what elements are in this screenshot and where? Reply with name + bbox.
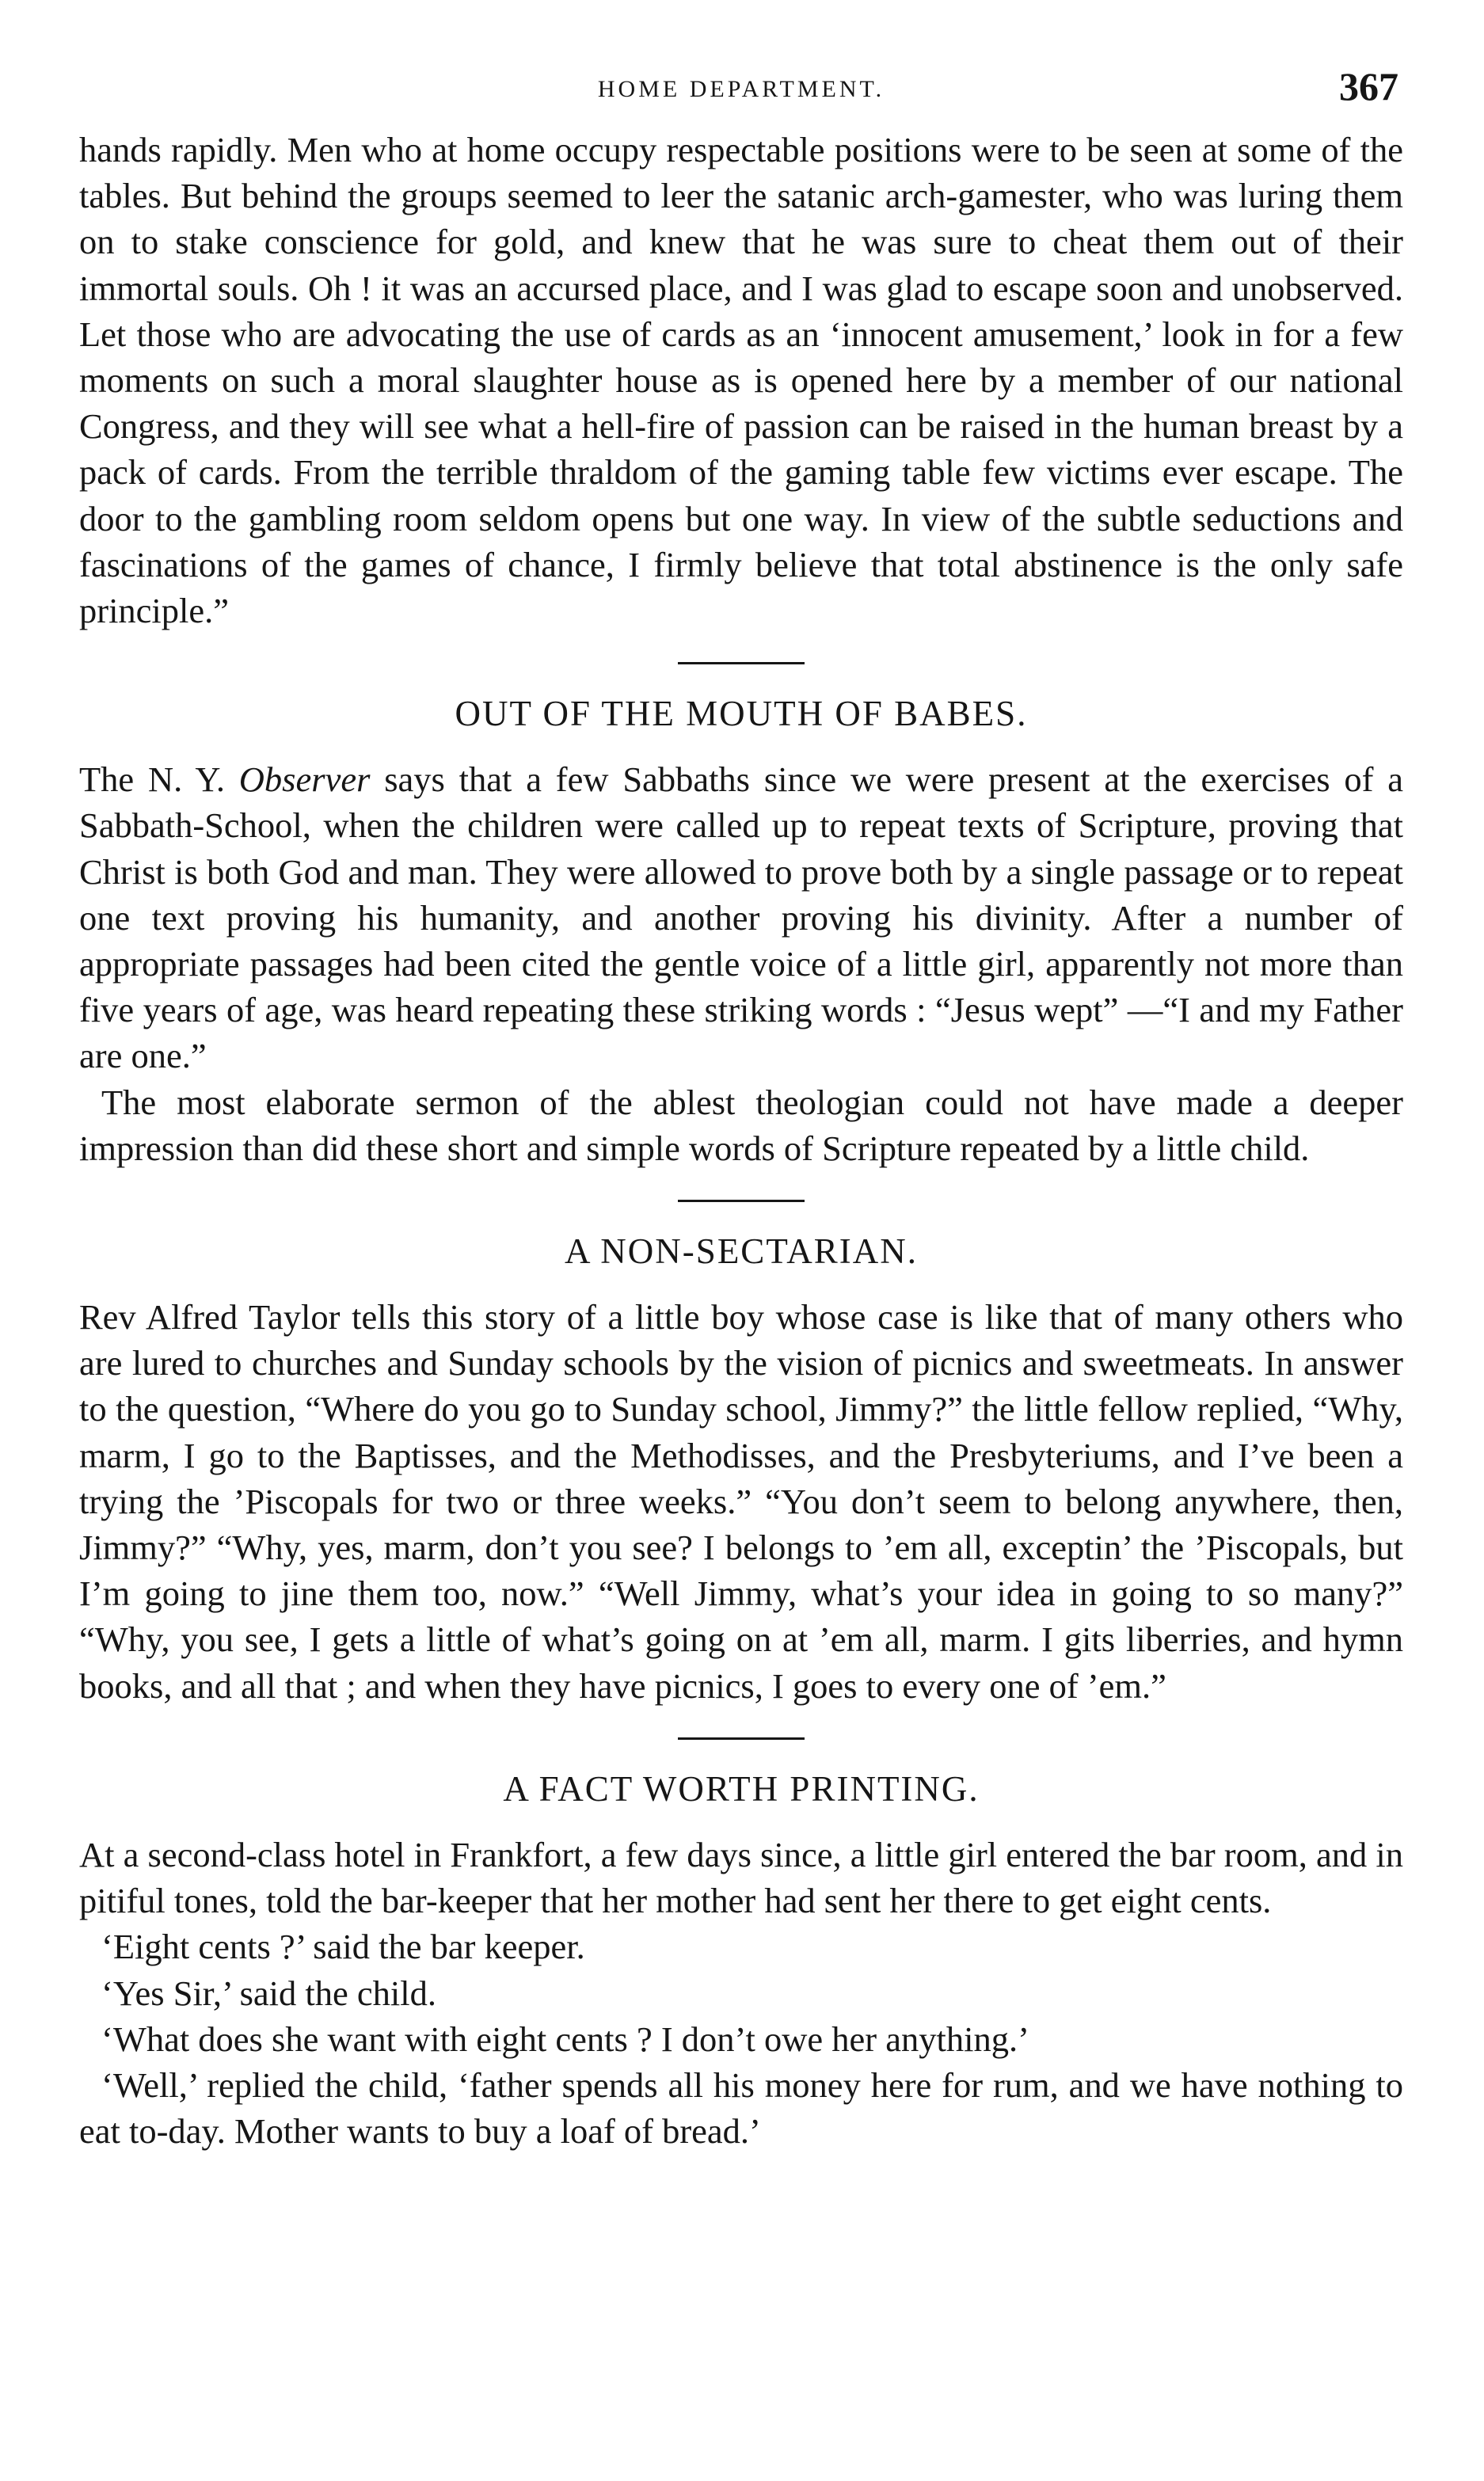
fact-paragraph-3: ‘Yes Sir,’ said the child. [101, 1973, 437, 2013]
fact-paragraph-5: ‘Well,’ replied the child, ‘father spends all his money here for rum, and we have nothing to eat to-day. Mother wants to buy a loaf of bread.’ [79, 2064, 1403, 2152]
observer-title: Observer [238, 759, 371, 800]
page-number: 367 [1339, 64, 1398, 108]
nonsectarian-section [79, 1227, 1403, 1709]
book-page [79, 55, 1403, 2431]
fact-paragraph-4: ‘What does she want with eight cents ? I don’t owe her anything.’ [101, 2019, 1029, 2059]
fact-section [79, 1765, 1403, 2154]
fact-paragraph-2: ‘Eight cents ?’ said the bar keeper. [101, 1927, 585, 1967]
fact-paragraph-1: At a second-class hotel in Frankfort, a few days since, a little girl entered the bar room, and in pitiful tones, told the bar-keeper that her mother had sent her there to get eight cents. [79, 1834, 1403, 1921]
babes-section [79, 690, 1403, 1171]
section-title-nonsectarian: A NON-SECTARIAN. [565, 1231, 918, 1272]
babes-paragraph-1 [79, 756, 1403, 1079]
running-title: HOME DEPARTMENT. [597, 76, 885, 102]
babes-rest: says that a few Sabbaths since we were present at the exercises of a Sabbath-School, when the children were called up to repeat texts of Scripture, proving that Christ is both God and man. They were allowed to prove both by a single passage or to repeat one text proving his humanity, and another proving his divinity. After a number of appropriate passages had been cited the gentle voice of a little girl, apparently not more than five years of age, was heard repeating these striking words : “Jesus wept” —“I and my Father are one.” [79, 759, 1404, 1076]
running-head [79, 55, 1403, 127]
babes-paragraph-2: The most elaborate sermon of the ablest theologian could not have made a deeper impression than did these short and simple words of Scripture repeated by a little child. [79, 1082, 1403, 1168]
section-title-fact: A FACT WORTH PRINTING. [503, 1768, 980, 1809]
gambling-paragraph: hands rapidly. Men who at home occupy respectable positions were to be seen at some of the tables. But behind the groups seemed to leer the satanic arch-gamester, who was luring them on to stake conscience for gold, and knew that he was sure to cheat them out of their immortal souls. Oh ! it was an accursed place, and I was glad to escape soon and unobserved. Let those who are advocating the use of cards as an ‘innocent amusement,’ look in for a few moments on such a moral slaughter house as is opened here by a member of our national Congress, and they will see what a hell-fire of passion can be raised in the human breast by a pack of cards. From the terrible thraldom of the gaming table few victims ever escape. The door to the gambling room seldom opens but one way. In view of the subtle seductions and fascinations of the games of chance, I firmly believe that total abstinence is the only safe principle.” [79, 130, 1403, 631]
gambling-section [79, 127, 1403, 634]
nonsectarian-paragraph: Rev Alfred Taylor tells this story of a little boy whose case is like that of many others who are lured to churches and Sunday schools by the vision of picnics and sweetmeats. In answer to the question, “Where do you go to Sunday school, Jimmy?” the little fellow replied, “Why, marm, I go to the Baptisses, and the Methodisses, and the Presbyteriums, and I’ve been a trying the ’Piscopals for two or three weeks.” “You don’t seem to belong anywhere, then, Jimmy?” “Why, yes, marm, don’t you see? I belongs to ’em all, exceptin’ the ’Piscopals, but I’m going to jine them too, now.” “Well Jimmy, what’s your idea in going to so many?” “Why, you see, I gets a little of what’s going on at ’em all, marm. I gits liberries, and hymn books, and all that ; and when they have picnics, I goes to every one of ’em.” [79, 1297, 1403, 1706]
babes-lead: The N. Y. [79, 759, 225, 800]
section-title-babes: OUT OF THE MOUTH OF BABES. [455, 694, 1028, 734]
